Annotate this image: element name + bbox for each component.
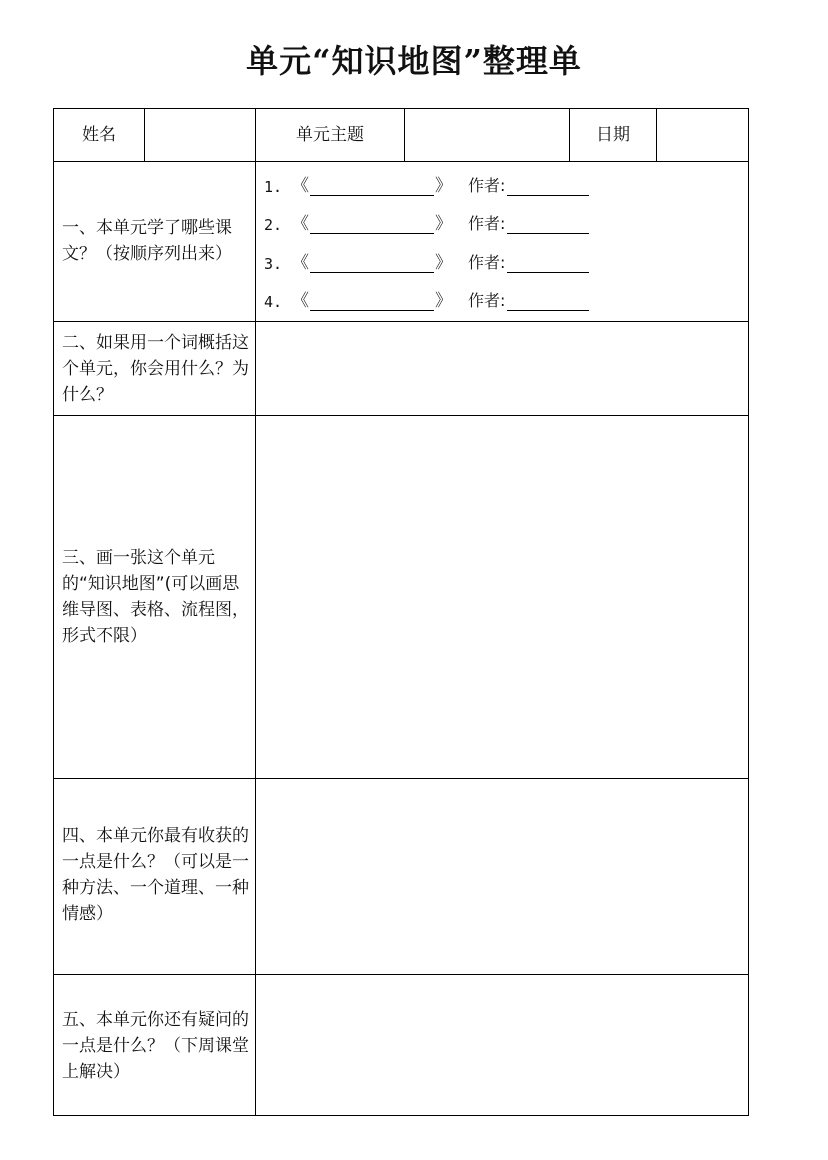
worksheet-table: [53, 108, 749, 1116]
author-label: 作者:: [468, 291, 506, 310]
row-divider: [54, 161, 748, 162]
author-label: 作者:: [468, 176, 506, 195]
book-row: [264, 170, 589, 196]
author-blank[interactable]: [507, 254, 589, 273]
author-blank[interactable]: [507, 292, 589, 311]
answer-area-2[interactable]: [256, 322, 748, 415]
author-blank[interactable]: [507, 215, 589, 234]
question-2: 二、如果用一个词概括这个单元，你会用什么？为什么？: [62, 333, 249, 405]
book-row: [264, 247, 589, 273]
title-close-bracket: 》: [435, 253, 452, 273]
title-open-bracket: 《: [292, 253, 309, 273]
book-row: [264, 208, 589, 234]
question-4: 四、本单元你最有收获的一点是什么？（可以是一种方法、一个道理、一种情感）: [62, 826, 249, 924]
name-label: 姓名: [82, 125, 116, 145]
name-field[interactable]: [145, 109, 255, 161]
book-title-blank[interactable]: [310, 254, 434, 273]
book-number: 1.: [264, 178, 283, 196]
theme-label: 单元主题: [296, 125, 364, 145]
question-5: 五、本单元你还有疑问的一点是什么？（下周课堂上解决）: [62, 1010, 249, 1082]
question-3: 三、画一张这个单元的“知识地图”(可以画思维导图、表格、流程图，形式不限）: [62, 548, 249, 646]
date-label: 日期: [596, 125, 630, 145]
date-field[interactable]: [657, 109, 748, 161]
answer-area-4[interactable]: [256, 779, 748, 974]
book-number: 4.: [264, 293, 283, 311]
author-label: 作者:: [468, 214, 506, 233]
title-close-bracket: 》: [435, 176, 452, 196]
theme-field[interactable]: [405, 109, 569, 161]
title-open-bracket: 《: [292, 214, 309, 234]
page-title: 单元“知识地图”整理单: [246, 42, 582, 80]
book-title-blank[interactable]: [310, 215, 434, 234]
book-number: 3.: [264, 255, 283, 273]
book-title-blank[interactable]: [310, 177, 434, 196]
title-open-bracket: 《: [292, 176, 309, 196]
book-row: [264, 285, 589, 311]
title-open-bracket: 《: [292, 291, 309, 311]
book-number: 2.: [264, 216, 283, 234]
author-label: 作者:: [468, 253, 506, 272]
answer-area-3[interactable]: [256, 416, 748, 778]
answer-area-5[interactable]: [256, 975, 748, 1115]
book-title-blank[interactable]: [310, 292, 434, 311]
title-close-bracket: 》: [435, 214, 452, 234]
title-close-bracket: 》: [435, 291, 452, 311]
question-1: 一、本单元学了哪些课文？（按顺序列出来）: [62, 218, 232, 264]
author-blank[interactable]: [507, 177, 589, 196]
